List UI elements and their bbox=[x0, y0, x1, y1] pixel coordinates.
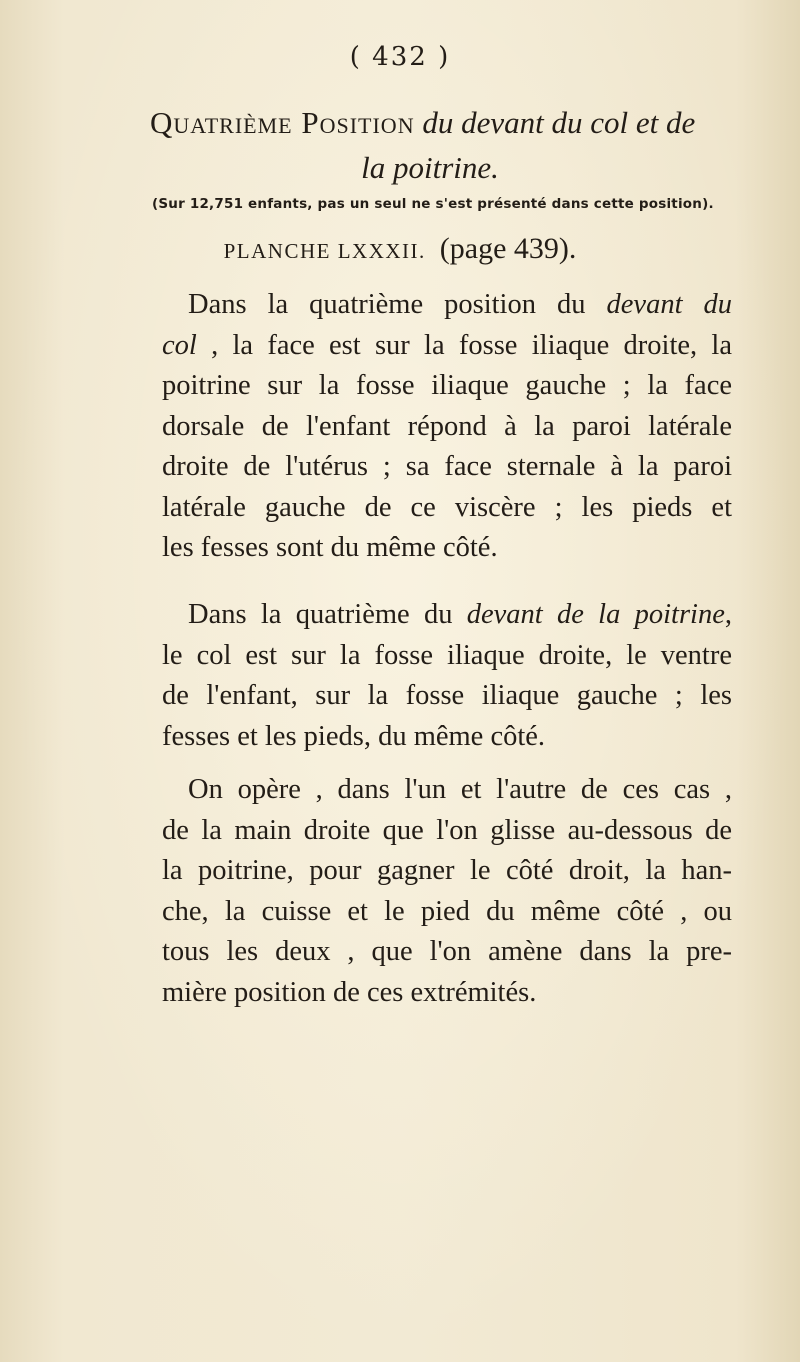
text-line bbox=[162, 366, 732, 407]
page-number: ( 432 ) bbox=[349, 42, 451, 72]
text-line bbox=[162, 407, 732, 448]
text-line bbox=[162, 285, 732, 326]
text-line bbox=[162, 892, 732, 933]
heading-italic-1: du devant du col et de bbox=[422, 105, 696, 140]
statistics-note: (Sur 12,751 enfants, pas un seul ne s'est présenté dans cette position). bbox=[152, 196, 714, 212]
text-line bbox=[162, 488, 732, 529]
paragraph-2 bbox=[162, 595, 732, 757]
text-segment: On opère , dans l'un et l'autre de ces cas , bbox=[188, 774, 732, 805]
section-heading bbox=[150, 100, 730, 190]
text-segment: droite de l'utérus ; sa face sternale à la paroi bbox=[162, 451, 732, 482]
text-segment: che, la cuisse et le pied du même côté , ou bbox=[162, 895, 732, 927]
text-line bbox=[162, 636, 732, 677]
text-line bbox=[162, 932, 732, 973]
text-line bbox=[162, 447, 732, 488]
plate-label: PLANCHE LXXXII. bbox=[223, 239, 426, 263]
text-segment: , bbox=[724, 599, 732, 630]
text-segment: latérale gauche de ce viscère ; les pieds et bbox=[162, 491, 732, 523]
paragraph-3 bbox=[162, 770, 732, 1013]
text-segment: de l'enfant, sur la fosse iliaque gauche ; les bbox=[162, 680, 732, 711]
text-segment: de la main droite que l'on glisse au-dessous de bbox=[162, 814, 732, 846]
text-segment: dorsale de l'enfant répond à la paroi latérale bbox=[162, 410, 732, 442]
text-segment: poitrine sur la fosse iliaque gauche ; la face bbox=[162, 370, 732, 401]
text-line bbox=[162, 973, 732, 1014]
text-segment: tous les deux , que l'on amène dans la pre- bbox=[162, 936, 732, 967]
text-line bbox=[162, 770, 732, 811]
text-line bbox=[162, 717, 732, 758]
italic-segment: devant du bbox=[606, 289, 732, 320]
plate-page-ref: (page 439). bbox=[439, 232, 577, 265]
text-segment: la poitrine, pour gagner le côté droit, la han- bbox=[162, 855, 732, 886]
text-segment: le col est sur la fosse iliaque droite, le ventre bbox=[162, 639, 732, 671]
text-segment: Dans la quatrième position du bbox=[188, 289, 607, 320]
text-line bbox=[162, 326, 732, 367]
plate-reference bbox=[0, 232, 800, 266]
text-line bbox=[162, 851, 732, 892]
text-line bbox=[162, 595, 732, 636]
text-line bbox=[162, 528, 732, 569]
heading-italic-2: la poitrine. bbox=[361, 150, 499, 185]
text-segment: mière position de ces extrémités. bbox=[162, 976, 537, 1008]
text-line bbox=[162, 811, 732, 852]
text-segment: Dans la quatrième du bbox=[188, 599, 467, 630]
text-segment: , la face est sur la fosse iliaque droite, la bbox=[196, 329, 732, 361]
text-line bbox=[162, 676, 732, 717]
italic-segment: col bbox=[162, 329, 197, 361]
text-segment: fesses et les pieds, du même côté. bbox=[162, 720, 546, 752]
text-segment: les fesses sont du même côté. bbox=[162, 532, 498, 563]
italic-segment: devant de la poitrine bbox=[466, 599, 725, 630]
heading-caps: Quatrième Position bbox=[150, 105, 415, 140]
paragraph-1 bbox=[162, 285, 732, 569]
